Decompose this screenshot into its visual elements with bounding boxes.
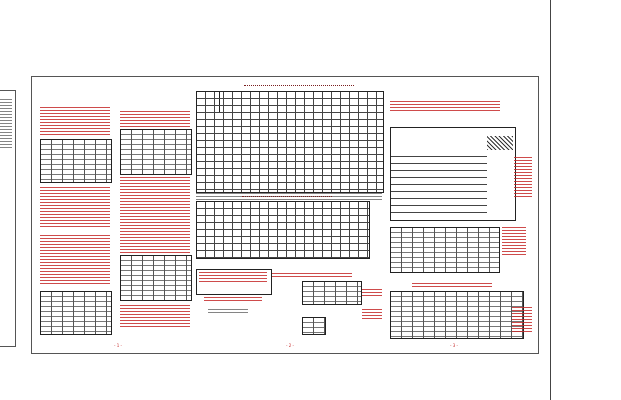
center-note [362,289,382,297]
col3-second-grid [196,201,370,259]
left-partial-page [0,90,16,347]
col2-table-1 [120,129,192,175]
col2-text-block-3 [120,305,190,329]
right-third-notes [512,307,532,333]
col3-main-grid [196,91,384,193]
page-mark-3: - 3 - [450,343,458,348]
right-side-notes [514,157,532,197]
col1-table-1 [40,139,112,183]
right-page-edge [550,0,551,400]
sheet-title-scribble [244,81,354,86]
right-main-table-rows [391,150,487,218]
right-main-table-hatch [487,136,513,150]
page-mark-2: - 2 - [286,343,294,348]
col1-text-block-3 [40,235,110,285]
main-drawing-sheet [31,76,539,354]
right-second-table [390,227,500,273]
center-small-table [302,281,362,305]
right-second-notes [502,227,526,257]
col1-text-block-2 [40,187,110,227]
col3-caption-1 [204,297,262,303]
col1-table-2 [40,291,112,335]
col1-text-block-1 [40,107,110,135]
page-mark-1: - 1 - [114,343,122,348]
col3-second-title [242,193,332,197]
col2-text-block-1 [120,111,190,129]
col3-caption-2 [208,309,248,313]
col3-notes-lines [199,272,267,284]
col3-caption-3 [272,273,352,279]
center-small-table-2 [302,317,326,335]
right-main-table [390,127,516,221]
right-header-text [390,101,500,113]
right-third-title [412,283,492,287]
left-partial-text [0,99,12,149]
col2-text-block-2 [120,177,190,257]
center-note-2 [362,309,382,319]
col2-table-2 [120,255,192,301]
right-third-table [390,291,524,339]
col3-notes-box [196,269,272,295]
